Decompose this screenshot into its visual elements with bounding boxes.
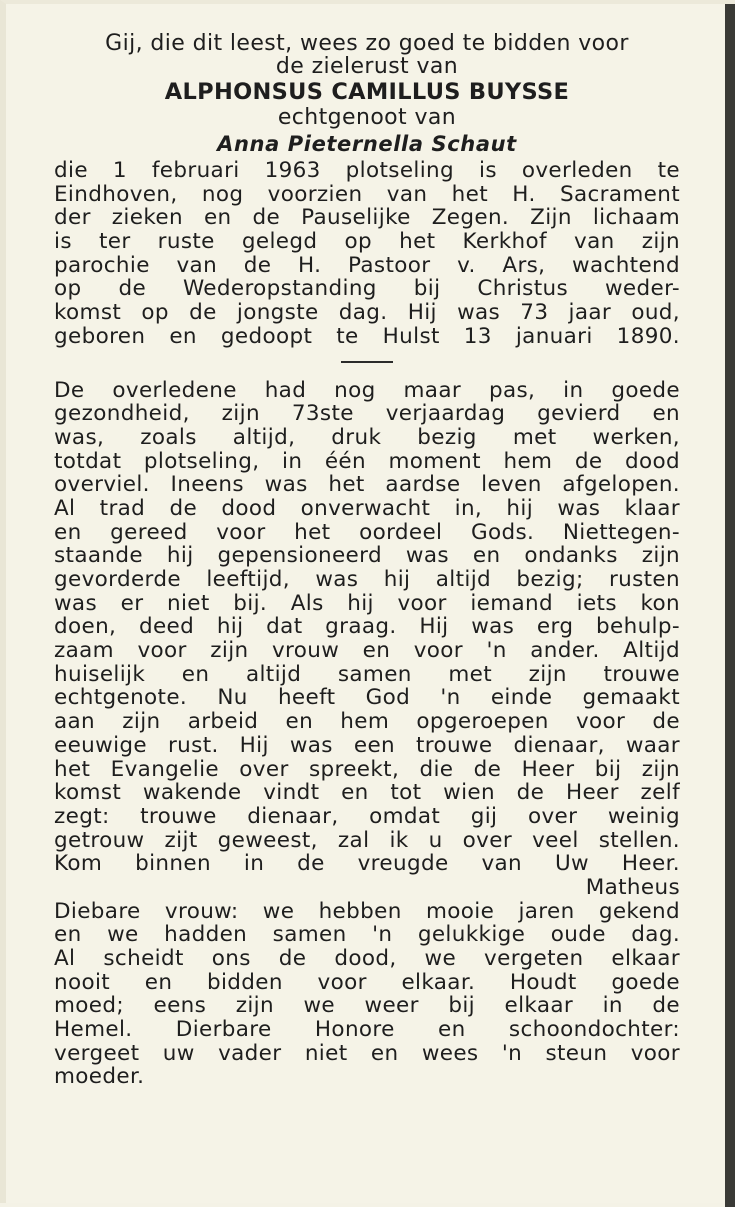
memorial-line: Al trad de dood onverwacht in, hij was klaar bbox=[54, 496, 680, 521]
biography-paragraph bbox=[54, 159, 680, 349]
farewell-line: moed; eens zijn we weer bij elkaar in de bbox=[54, 994, 680, 1019]
scripture-attribution: Matheus bbox=[585, 874, 680, 900]
memorial-line: gevorderde leeftijd, was hij altijd bezig; rusten bbox=[54, 568, 680, 592]
bio-line: parochie van de H. Pastoor v. Ars, wachtend bbox=[54, 253, 680, 278]
farewell-paragraph bbox=[54, 900, 680, 1090]
farewell-line: Hemel. Dierbare Honore en schoondochter: bbox=[54, 1018, 680, 1042]
card-edge-shadow bbox=[725, 4, 735, 1207]
memorial-line: gezondheid, zijn 73ste verjaardag gevierd en bbox=[54, 402, 680, 426]
memorial-line: eeuwige rust. Hij was een trouwe dienaar, waar bbox=[54, 733, 680, 758]
memorial-line: De overledene had nog maar pas, in goede bbox=[54, 378, 680, 403]
memorial-paragraph bbox=[54, 379, 680, 900]
memorial-line: overviel. Ineens was het aardse leven afgelopen. bbox=[54, 473, 680, 497]
memorial-line: zegt: trouwe dienaar, omdat gij over weinig bbox=[54, 804, 680, 829]
memorial-line: echtgenote. Nu heeft God 'n einde gemaakt bbox=[54, 686, 680, 711]
bio-line: op de Wederopstanding bij Christus weder- bbox=[54, 277, 680, 302]
bio-line: die 1 februari 1963 plotseling is overleden te bbox=[54, 159, 680, 183]
memorial-line: huiselijk en altijd samen met zijn trouwe bbox=[54, 662, 680, 687]
memorial-line: aan zijn arbeid en hem opgeroepen voor de bbox=[54, 710, 680, 734]
bio-line: komst op de jongste dag. Hij was 73 jaar oud, bbox=[54, 301, 680, 325]
memorial-line: en gereed voor het oordeel Gods. Niettegen- bbox=[54, 520, 680, 545]
card-header bbox=[54, 32, 680, 159]
farewell-line: moeder. bbox=[54, 1064, 145, 1090]
farewell-line: vergeet uw vader niet en wees 'n steun voor bbox=[54, 1041, 680, 1066]
memorial-line: Kom binnen in de vreugde van Uw Heer. bbox=[54, 852, 680, 876]
memorial-line: totdat plotseling, in één moment hem de dood bbox=[54, 449, 680, 474]
prayer-request-line-2: de zielerust van bbox=[275, 54, 459, 79]
section-divider bbox=[341, 361, 393, 363]
memorial-line: het Evangelie over spreekt, die de Heer bij zijn bbox=[54, 757, 680, 782]
memorial-line: staande hij gepensioneerd was en ondanks zijn bbox=[54, 544, 680, 568]
farewell-line: Al scheidt ons de dood, we vergeten elkaar bbox=[54, 947, 680, 971]
deceased-name: ALPHONSUS CAMILLUS BUYSSE bbox=[164, 79, 570, 105]
farewell-line: nooit en bidden voor elkaar. Houdt goede bbox=[54, 970, 680, 995]
memorial-line: zaam voor zijn vrouw en voor 'n ander. Altijd bbox=[54, 639, 680, 663]
memorial-line: komst wakende vindt en tot wien de Heer zelf bbox=[54, 781, 680, 805]
prayer-request-line: Gij, die dit leest, wees zo goed te bidden voor bbox=[105, 31, 629, 56]
bio-line: Eindhoven, nog voorzien van het H. Sacrament bbox=[54, 182, 680, 207]
bio-line: geboren en gedoopt te Hulst 13 januari 1890. bbox=[54, 324, 680, 349]
card-content bbox=[54, 32, 680, 1089]
memorial-line: was, zoals altijd, druk bezig met werken, bbox=[54, 425, 680, 450]
memorial-line: was er niet bij. Als hij voor iemand iets kon bbox=[54, 591, 680, 616]
spouse-name: Anna Pieternella Schaut bbox=[217, 132, 517, 156]
memorial-line: doen, deed hij dat graag. Hij was erg behulp- bbox=[54, 615, 680, 640]
memorial-line: getrouw zijt geweest, zal ik u over veel stellen. bbox=[54, 828, 680, 853]
relation-label: echtgenoot van bbox=[277, 105, 457, 130]
farewell-line: en we hadden samen 'n gelukkige oude dag. bbox=[54, 923, 680, 948]
farewell-line: Diebare vrouw: we hebben mooie jaren gekend bbox=[54, 899, 680, 924]
bio-line: is ter ruste gelegd op het Kerkhof van zijn bbox=[54, 230, 680, 254]
bio-line: der zieken en de Pauselijke Zegen. Zijn lichaam bbox=[54, 206, 680, 231]
